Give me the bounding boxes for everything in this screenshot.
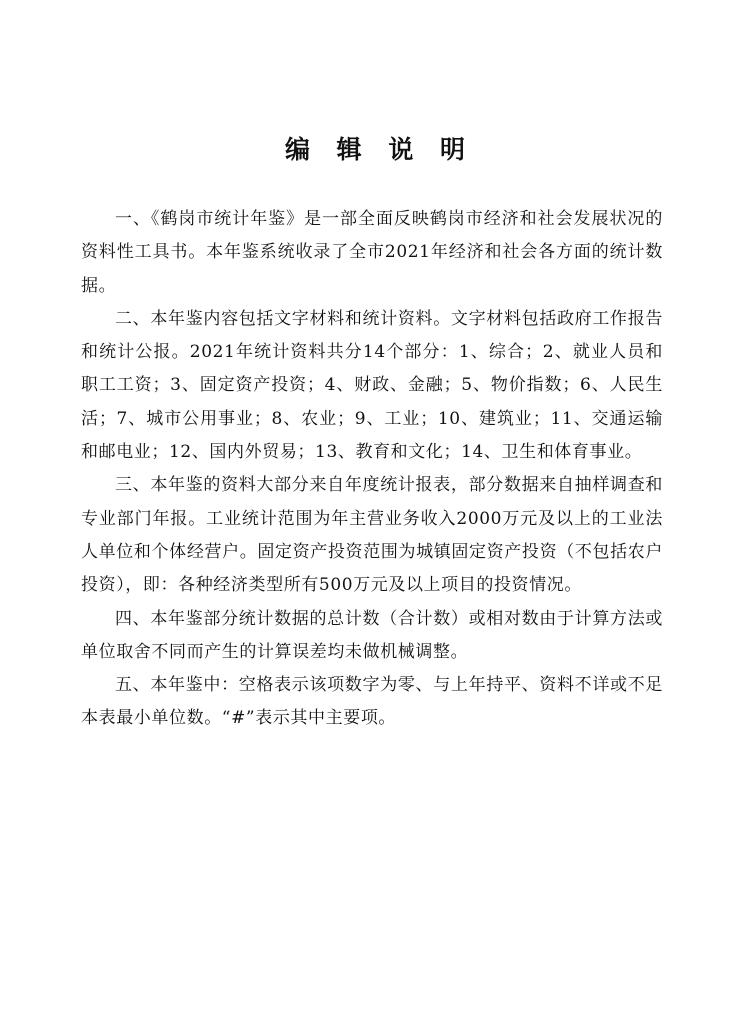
paragraph-4: 四、本年鉴部分统计数据的总计数（合计数）或相对数由于计算方法或单位取舍不同而产生的计算误差均未做机械调整。	[81, 608, 663, 662]
document-body	[81, 203, 663, 736]
page-title: 编 辑 说 明	[284, 135, 475, 164]
paragraph-5: 五、本年鉴中：空格表示该项数字为零、与上年持平、资料不详或不足本表最小单位数。“#”表示其中主要项。	[81, 675, 663, 729]
paragraph-1: 一、《鹤岗市统计年鉴》是一部全面反映鹤岗市经济和社会发展状况的资料性工具书。本年鉴系统收录了全市2021年经济和社会各方面的统计数据。	[81, 209, 663, 296]
paragraph-2: 二、本年鉴内容包括文字材料和统计资料。文字材料包括政府工作报告和统计公报。2021年统计资料共分14个部分：1、综合；2、就业人员和职工工资；3、固定资产投资；4、财政、金融；5、物价指数；6、人民生活；7、城市公用事业；8、农业；9、工业；10、建筑业；11、交通运输和邮电业；12、国内外贸易；13、教育和文化；14、卫生和体育事业。	[81, 308, 663, 463]
paragraph-3: 三、本年鉴的资料大部分来自年度统计报表，部分数据来自抽样调查和专业部门年报。工业统计范围为年主营业务收入2000万元及以上的工业法人单位和个体经营户。固定资产投资范围为城镇固定资产投资（不包括农户投资），即：各种经济类型所有500万元及以上项目的投资情况。	[81, 475, 663, 596]
